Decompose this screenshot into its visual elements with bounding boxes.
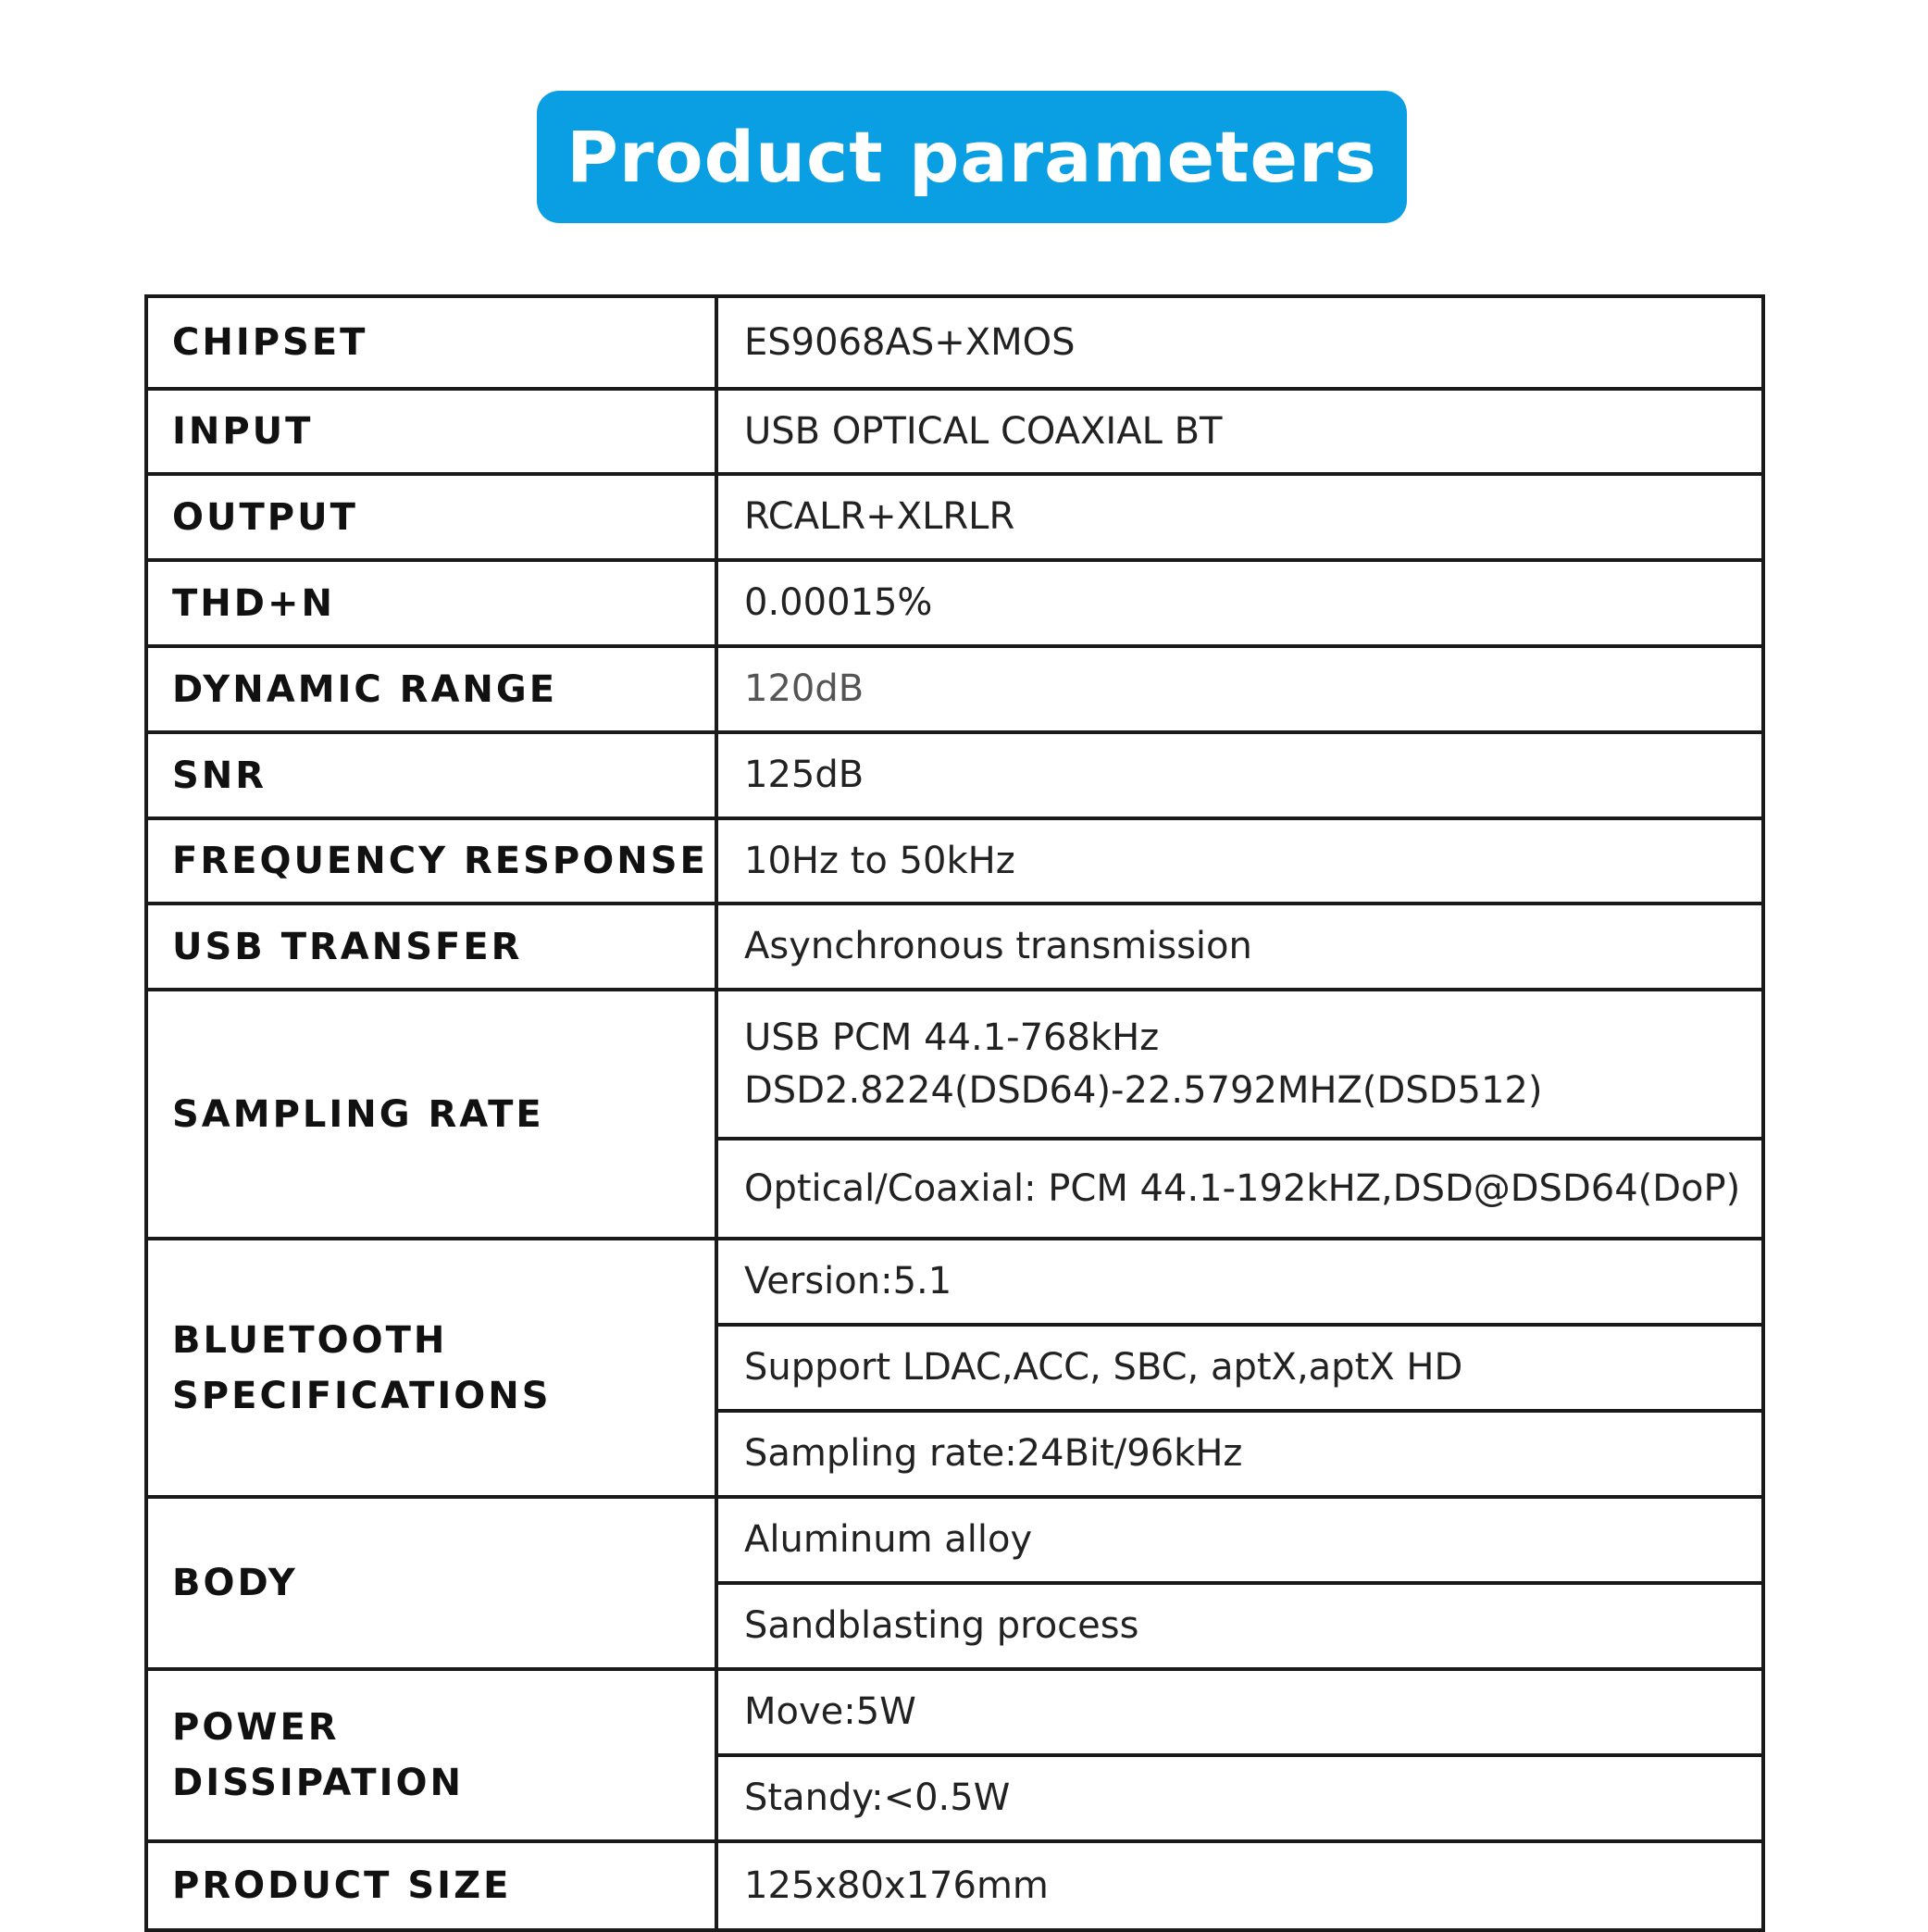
label-bluetooth-specifications: [146, 1239, 716, 1497]
label-input: INPUT: [146, 389, 716, 474]
label-body: BODY: [146, 1497, 716, 1669]
value-thd-n: 0.00015%: [716, 560, 1763, 646]
value-frequency-response: 10Hz to 50kHz: [716, 818, 1763, 904]
value-sampling-rate-usb-pcm: USB PCM 44.1-768kHz: [744, 1016, 1160, 1059]
header-banner: [537, 91, 1407, 223]
table-row-power: [146, 1669, 1763, 1755]
table-row-chipset: [146, 296, 1763, 389]
value-snr: 125dB: [716, 732, 1763, 818]
value-power-move: Move:5W: [716, 1669, 1763, 1755]
label-sampling-rate: SAMPLING RATE: [146, 990, 716, 1239]
table-row-frequency-response: [146, 818, 1763, 904]
table-row-snr: [146, 732, 1763, 818]
table-row-input: [146, 389, 1763, 474]
value-sampling-rate-usb-dsd: DSD2.8224(DSD64)-22.5792MHZ(DSD512): [744, 1068, 1543, 1112]
label-bluetooth-line-1: BLUETOOTH: [172, 1318, 448, 1362]
label-power-line-1: POWER: [172, 1706, 340, 1749]
value-sampling-rate-optical: Optical/Coaxial: PCM 44.1-192kHZ,DSD@DSD64(DoP): [716, 1139, 1763, 1239]
value-dynamic-range: 120dB: [716, 646, 1763, 732]
label-power-dissipation: [146, 1669, 716, 1841]
label-snr: SNR: [146, 732, 716, 818]
parameters-table: [144, 294, 1765, 1932]
label-product-size: PRODUCT SIZE: [146, 1841, 716, 1930]
label-dynamic-range: DYNAMIC RANGE: [146, 646, 716, 732]
value-power-standby: Standy:<0.5W: [716, 1755, 1763, 1841]
table-row-bluetooth: [146, 1239, 1763, 1325]
table-row-dynamic-range: [146, 646, 1763, 732]
value-bluetooth-sampling: Sampling rate:24Bit/96kHz: [716, 1411, 1763, 1497]
table-row-output: [146, 474, 1763, 560]
value-output: RCALR+XLRLR: [716, 474, 1763, 560]
table-row-thd-n: [146, 560, 1763, 646]
value-usb-transfer: Asynchronous transmission: [716, 904, 1763, 990]
value-bluetooth-version: Version:5.1: [716, 1239, 1763, 1325]
table-row-product-size: [146, 1841, 1763, 1930]
value-product-size: 125x80x176mm: [716, 1841, 1763, 1930]
table-row-usb-transfer: [146, 904, 1763, 990]
label-output: OUTPUT: [146, 474, 716, 560]
label-frequency-response: FREQUENCY RESPONSE: [146, 818, 716, 904]
value-body-process: Sandblasting process: [716, 1583, 1763, 1669]
value-sampling-rate-usb: [716, 990, 1763, 1139]
value-chipset: ES9068AS+XMOS: [716, 296, 1763, 389]
label-thd-n: THD+N: [146, 560, 716, 646]
label-bluetooth-line-2: SPECIFICATIONS: [172, 1374, 552, 1417]
value-body-material: Aluminum alloy: [716, 1497, 1763, 1583]
page-title: Product parameters: [566, 116, 1377, 198]
table-row-sampling-rate: [146, 990, 1763, 1139]
value-input: USB OPTICAL COAXIAL BT: [716, 389, 1763, 474]
value-bluetooth-codecs: Support LDAC,ACC, SBC, aptX,aptX HD: [716, 1325, 1763, 1411]
label-usb-transfer: USB TRANSFER: [146, 904, 716, 990]
label-power-line-2: DISSIPATION: [172, 1762, 464, 1804]
table-row-body: [146, 1497, 1763, 1583]
label-chipset: CHIPSET: [146, 296, 716, 389]
